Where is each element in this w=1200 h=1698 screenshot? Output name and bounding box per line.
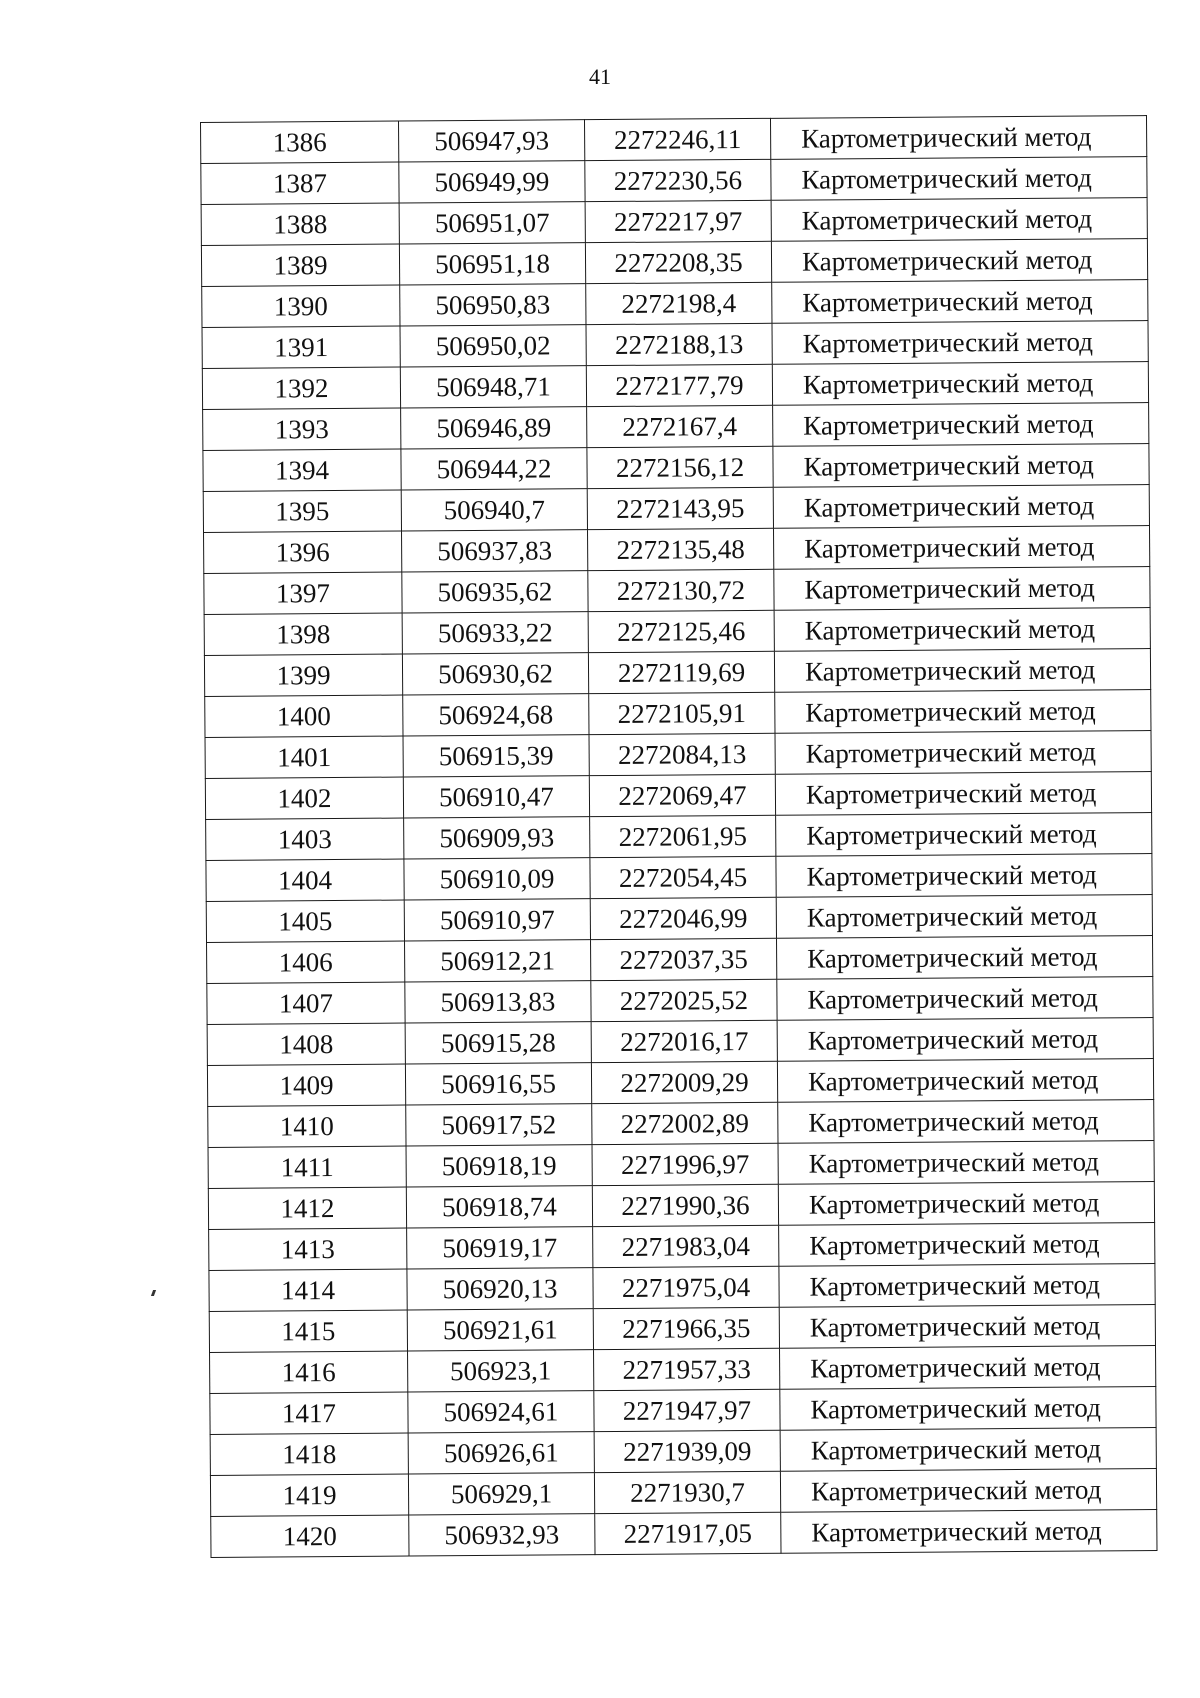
table-row [210,1387,1156,1435]
method-cell: Картометрический метод [779,1223,1155,1267]
method-cell: Картометрический метод [774,649,1150,693]
y-coordinate-cell: 2272054,45 [590,856,776,898]
point-number-cell: 1408 [207,1023,405,1065]
page-number: 41 [589,64,611,89]
y-coordinate-cell: 2271996,97 [592,1143,778,1185]
point-number-cell: 1394 [203,449,401,491]
point-number-cell: 1415 [209,1310,407,1352]
y-coordinate-cell: 2272016,17 [591,1020,777,1062]
method-cell: Картометрический метод [773,485,1149,529]
y-coordinate-cell: 2272069,47 [589,774,775,816]
table-row [201,116,1147,164]
method-cell: Картометрический метод [780,1469,1156,1513]
table-row [209,1223,1155,1271]
point-number-cell: 1419 [210,1474,408,1516]
method-cell: Картометрический метод [780,1346,1156,1390]
x-coordinate-cell: 506949,99 [399,161,585,203]
y-coordinate-cell: 2271990,36 [592,1184,778,1226]
table-row [210,1428,1156,1476]
x-coordinate-cell: 506951,07 [399,202,585,244]
point-number-cell: 1414 [209,1269,407,1311]
y-coordinate-cell: 2272105,91 [589,692,775,734]
method-cell: Картометрический метод [775,731,1151,775]
table-row [204,649,1150,697]
stray-mark [151,1290,156,1296]
point-number-cell: 1403 [206,818,404,860]
method-cell: Картометрический метод [772,321,1148,365]
table-row [201,239,1147,287]
x-coordinate-cell: 506929,1 [408,1473,594,1515]
y-coordinate-cell: 2271966,35 [593,1307,779,1349]
x-coordinate-cell: 506950,83 [400,284,586,326]
method-cell: Картометрический метод [771,239,1147,283]
point-number-cell: 1390 [202,285,400,327]
y-coordinate-cell: 2272025,52 [591,979,777,1021]
y-coordinate-cell: 2272046,99 [590,897,776,939]
table-row [204,567,1150,615]
x-coordinate-cell: 506919,17 [407,1227,593,1269]
method-cell: Картометрический метод [777,1059,1153,1103]
table-row [205,690,1151,738]
point-number-cell: 1418 [210,1433,408,1475]
table-row [210,1346,1156,1394]
y-coordinate-cell: 2272130,72 [588,569,774,611]
table-row [204,526,1150,574]
point-number-cell: 1407 [207,982,405,1024]
method-cell: Картометрический метод [778,1141,1154,1185]
point-number-cell: 1395 [203,490,401,532]
table-row [209,1305,1155,1353]
x-coordinate-cell: 506924,68 [403,694,589,736]
table-row [202,321,1148,369]
point-number-cell: 1400 [205,695,403,737]
method-cell: Картометрический метод [776,854,1152,898]
method-cell: Картометрический метод [777,1018,1153,1062]
point-number-cell: 1398 [204,613,402,655]
table-row [208,1182,1154,1230]
y-coordinate-cell: 2272230,56 [585,159,771,201]
table-row [210,1469,1156,1517]
x-coordinate-cell: 506910,09 [404,858,590,900]
point-number-cell: 1392 [202,367,400,409]
y-coordinate-cell: 2272135,48 [587,528,773,570]
y-coordinate-cell: 2272198,4 [586,282,772,324]
method-cell: Картометрический метод [778,1182,1154,1226]
method-cell: Картометрический метод [771,157,1147,201]
x-coordinate-cell: 506950,02 [400,325,586,367]
method-cell: Картометрический метод [779,1264,1155,1308]
y-coordinate-cell: 2272208,35 [585,241,771,283]
y-coordinate-cell: 2272002,89 [592,1102,778,1144]
table-row [207,1018,1153,1066]
table-row [211,1510,1157,1558]
y-coordinate-cell: 2272143,95 [587,487,773,529]
point-number-cell: 1406 [207,941,405,983]
x-coordinate-cell: 506930,62 [402,653,588,695]
table-row [207,936,1153,984]
x-coordinate-cell: 506940,7 [401,489,587,531]
x-coordinate-cell: 506935,62 [402,571,588,613]
x-coordinate-cell: 506933,22 [402,612,588,654]
y-coordinate-cell: 2272037,35 [591,938,777,980]
table-row [208,1100,1154,1148]
x-coordinate-cell: 506944,22 [401,448,587,490]
point-number-cell: 1387 [201,162,399,204]
point-number-cell: 1404 [206,859,404,901]
y-coordinate-cell: 2272217,97 [585,200,771,242]
point-number-cell: 1411 [208,1146,406,1188]
table-row [203,485,1149,533]
point-number-cell: 1413 [209,1228,407,1270]
coordinates-table [200,115,1158,1558]
point-number-cell: 1401 [205,736,403,778]
point-number-cell: 1389 [201,244,399,286]
point-number-cell: 1416 [210,1351,408,1393]
method-cell: Картометрический метод [780,1428,1156,1472]
table-row [207,977,1153,1025]
point-number-cell: 1402 [205,777,403,819]
y-coordinate-cell: 2272177,79 [586,364,772,406]
x-coordinate-cell: 506910,47 [403,776,589,818]
y-coordinate-cell: 2272119,69 [588,651,774,693]
x-coordinate-cell: 506913,83 [405,981,591,1023]
x-coordinate-cell: 506920,13 [407,1268,593,1310]
table-row [201,157,1147,205]
method-cell: Картометрический метод [773,403,1149,447]
point-number-cell: 1420 [211,1515,409,1557]
y-coordinate-cell: 2271939,09 [594,1430,780,1472]
y-coordinate-cell: 2272156,12 [587,446,773,488]
method-cell: Картометрический метод [781,1510,1157,1554]
y-coordinate-cell: 2272125,46 [588,610,774,652]
method-cell: Картометрический метод [774,608,1150,652]
table-row [203,403,1149,451]
table-row [202,280,1148,328]
x-coordinate-cell: 506946,89 [401,407,587,449]
method-cell: Картометрический метод [778,1100,1154,1144]
method-cell: Картометрический метод [775,690,1151,734]
method-cell: Картометрический метод [770,116,1146,160]
x-coordinate-cell: 506924,61 [408,1391,594,1433]
point-number-cell: 1417 [210,1392,408,1434]
method-cell: Картометрический метод [776,813,1152,857]
y-coordinate-cell: 2272009,29 [591,1061,777,1103]
method-cell: Картометрический метод [772,362,1148,406]
x-coordinate-cell: 506921,61 [407,1309,593,1351]
x-coordinate-cell: 506918,19 [406,1145,592,1187]
point-number-cell: 1393 [203,408,401,450]
point-number-cell: 1388 [201,203,399,245]
method-cell: Картометрический метод [776,936,1152,980]
x-coordinate-cell: 506915,28 [405,1022,591,1064]
table-row [206,854,1152,902]
table-row [206,895,1152,943]
point-number-cell: 1391 [202,326,400,368]
method-cell: Картометрический метод [779,1305,1155,1349]
y-coordinate-cell: 2271917,05 [595,1512,781,1554]
x-coordinate-cell: 506923,1 [408,1350,594,1392]
method-cell: Картометрический метод [772,280,1148,324]
point-number-cell: 1386 [201,121,399,163]
table-row [207,1059,1153,1107]
table-row [201,198,1147,246]
x-coordinate-cell: 506948,71 [400,366,586,408]
point-number-cell: 1396 [204,531,402,573]
table-row [203,444,1149,492]
table-row [202,362,1148,410]
table-row [205,731,1151,779]
point-number-cell: 1412 [208,1187,406,1229]
method-cell: Картометрический метод [773,444,1149,488]
method-cell: Картометрический метод [777,977,1153,1021]
x-coordinate-cell: 506937,83 [402,530,588,572]
x-coordinate-cell: 506917,52 [406,1104,592,1146]
x-coordinate-cell: 506918,74 [406,1186,592,1228]
y-coordinate-cell: 2271947,97 [594,1389,780,1431]
y-coordinate-cell: 2272246,11 [584,118,770,160]
y-coordinate-cell: 2272084,13 [589,733,775,775]
x-coordinate-cell: 506915,39 [403,735,589,777]
x-coordinate-cell: 506909,93 [404,817,590,859]
point-number-cell: 1405 [206,900,404,942]
y-coordinate-cell: 2272061,95 [590,815,776,857]
method-cell: Картометрический метод [774,567,1150,611]
method-cell: Картометрический метод [773,526,1149,570]
table-row [209,1264,1155,1312]
table-row [205,772,1151,820]
coordinates-table-body [201,116,1157,1558]
x-coordinate-cell: 506951,18 [399,243,585,285]
point-number-cell: 1410 [208,1105,406,1147]
x-coordinate-cell: 506932,93 [409,1514,595,1556]
point-number-cell: 1399 [204,654,402,696]
y-coordinate-cell: 2272188,13 [586,323,772,365]
y-coordinate-cell: 2271930,7 [594,1471,780,1513]
x-coordinate-cell: 506910,97 [404,899,590,941]
method-cell: Картометрический метод [780,1387,1156,1431]
x-coordinate-cell: 506947,93 [398,120,584,162]
table-row [206,813,1152,861]
table-row [208,1141,1154,1189]
table-row [204,608,1150,656]
point-number-cell: 1397 [204,572,402,614]
x-coordinate-cell: 506912,21 [405,940,591,982]
point-number-cell: 1409 [207,1064,405,1106]
y-coordinate-cell: 2271983,04 [593,1225,779,1267]
y-coordinate-cell: 2272167,4 [587,405,773,447]
y-coordinate-cell: 2271957,33 [594,1348,780,1390]
x-coordinate-cell: 506926,61 [408,1432,594,1474]
method-cell: Картометрический метод [771,198,1147,242]
x-coordinate-cell: 506916,55 [405,1063,591,1105]
method-cell: Картометрический метод [775,772,1151,816]
method-cell: Картометрический метод [776,895,1152,939]
y-coordinate-cell: 2271975,04 [593,1266,779,1308]
